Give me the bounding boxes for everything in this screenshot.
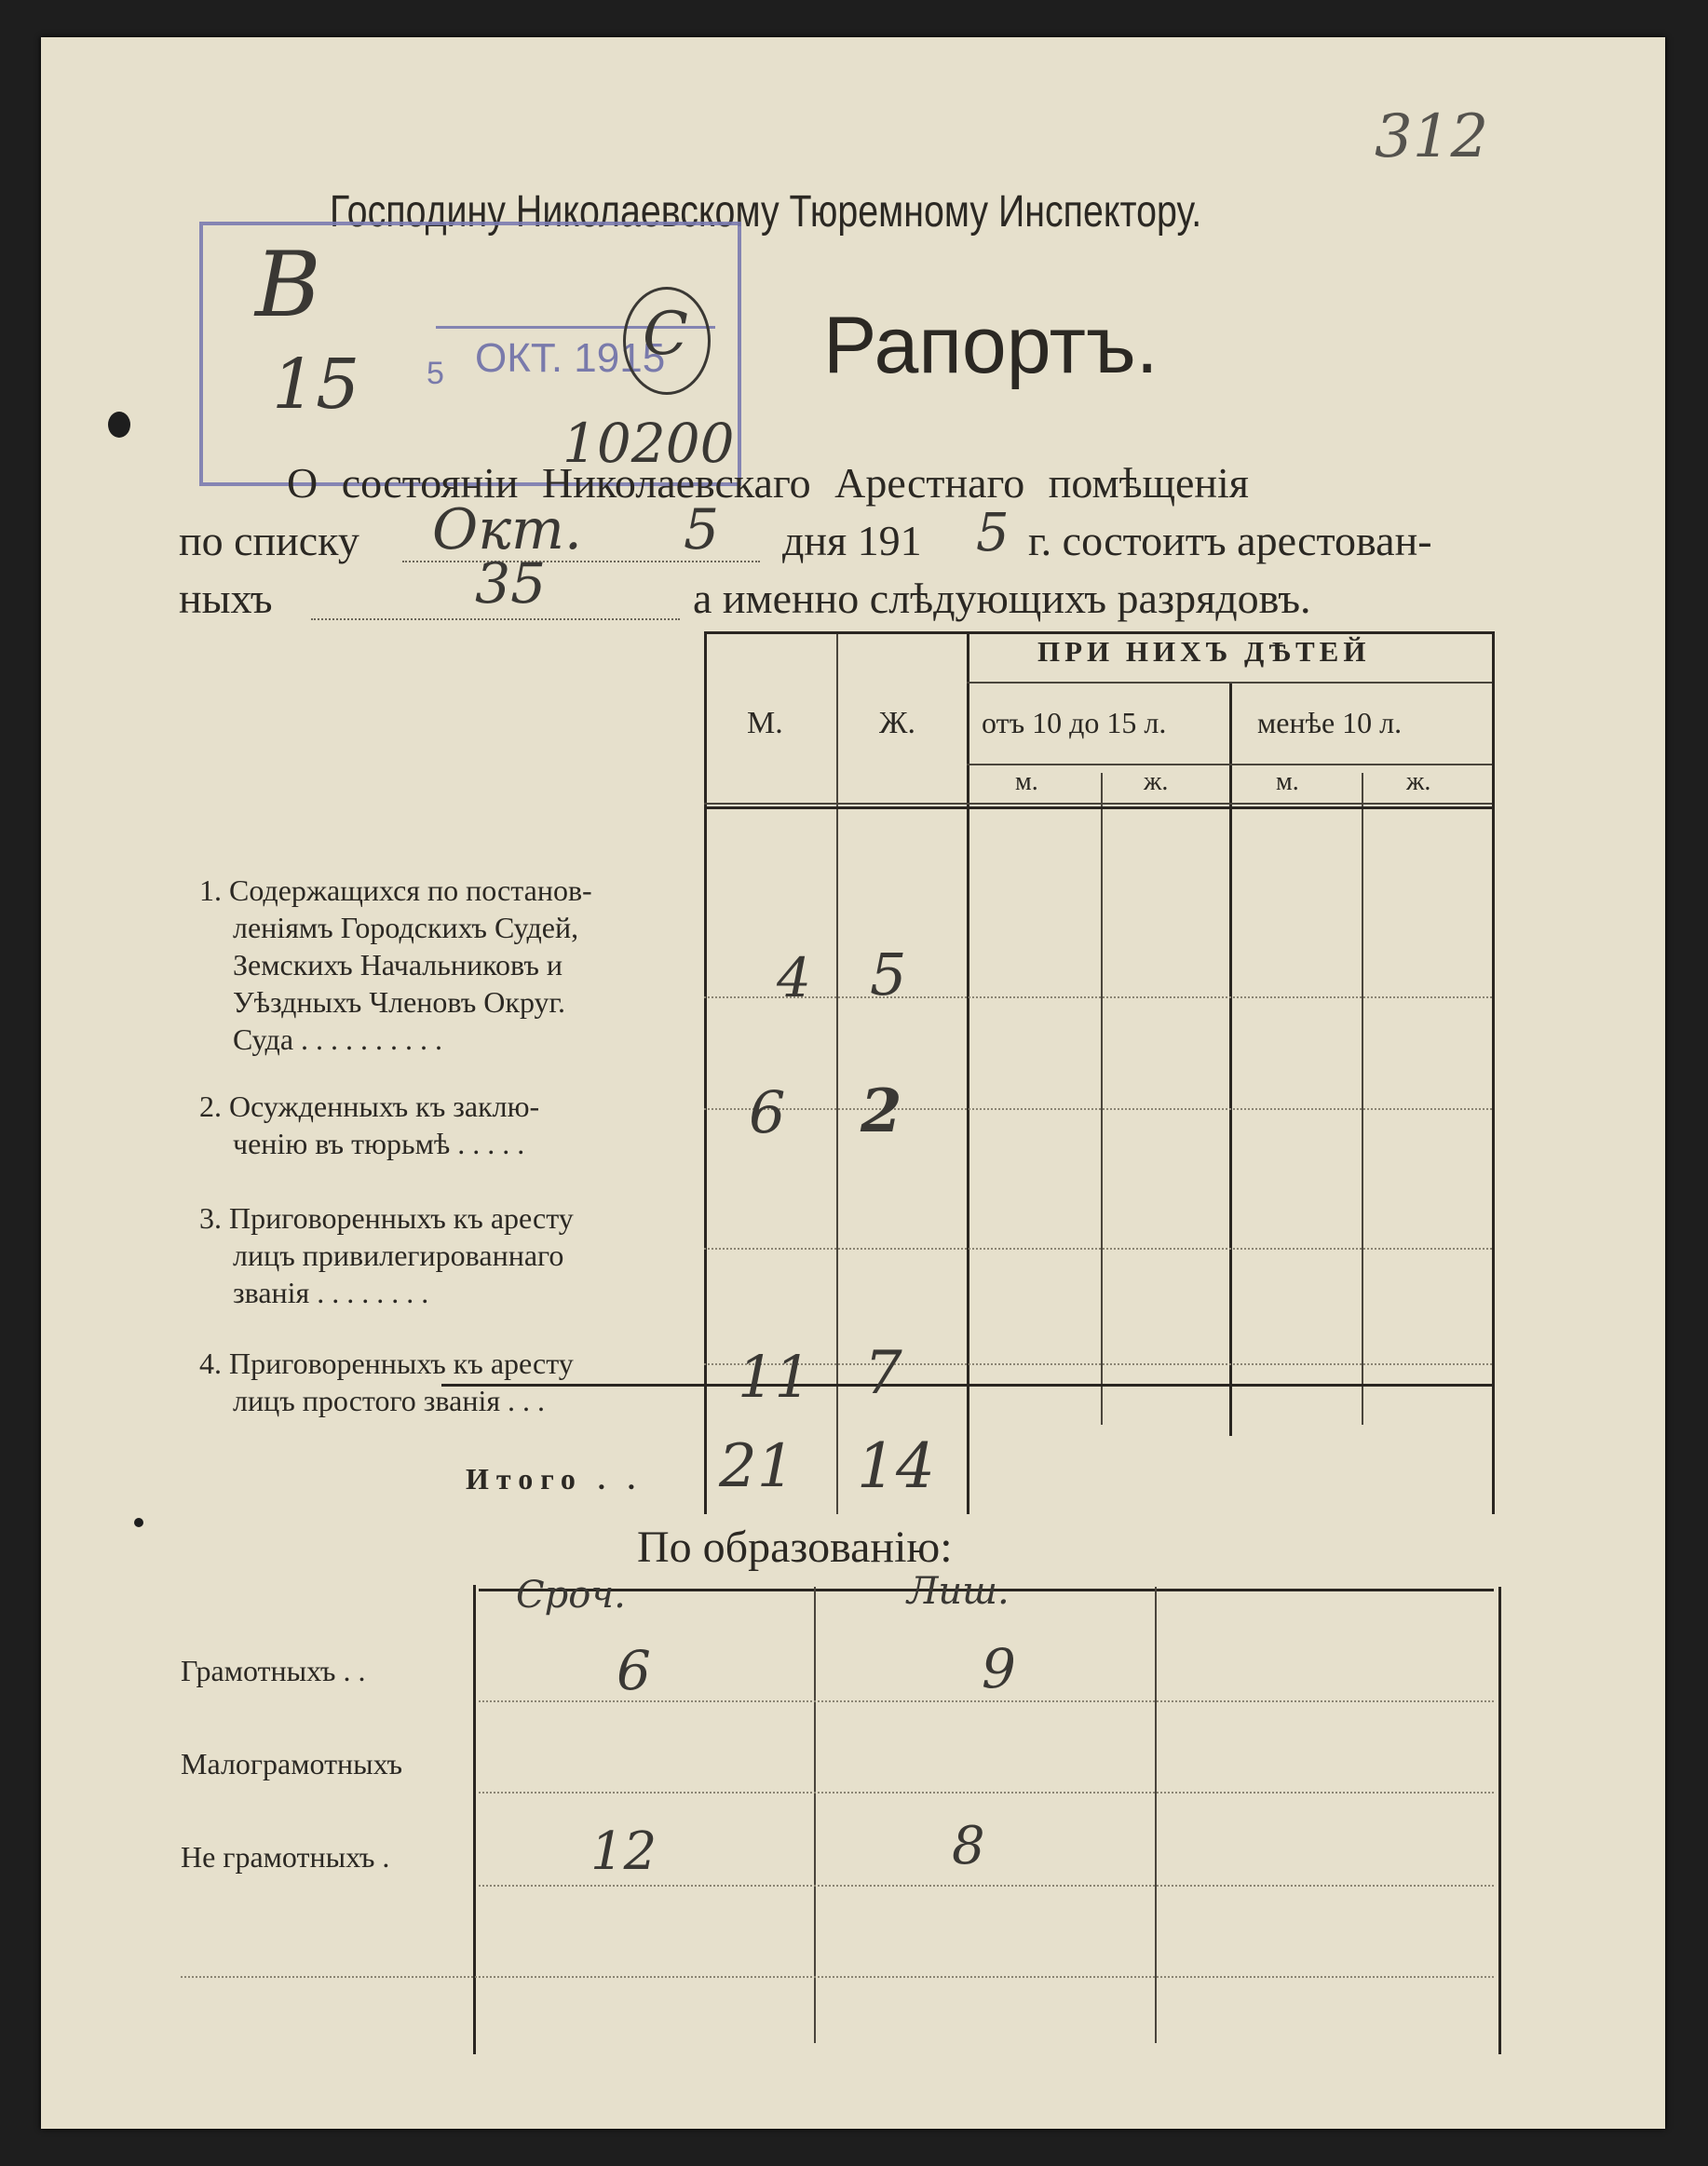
intro-line-1: О состоянiи Николаевскаго Арестнаго помѣщенiя [287, 459, 1249, 507]
document-page [41, 37, 1665, 2129]
row-label: 3. Приговоренныхъ къ аресту лицъ привилегированнаго званія . . . . . . . . [199, 1201, 574, 1309]
intro-line-3b: а именно слѣдующихъ разрядовъ. [693, 575, 1311, 622]
archive-number: 312 [1375, 102, 1489, 171]
cell-female: 7 [864, 1339, 902, 1408]
intro-line-3a: ныхъ [179, 575, 273, 622]
subheader-m1: м. [1015, 767, 1038, 796]
education-cell-1: 6 [617, 1639, 651, 1702]
handwritten-year: 5 [976, 503, 1010, 563]
cell-male: 6 [749, 1078, 786, 1146]
education-row-label: Грамотныхъ . . [181, 1654, 366, 1687]
punch-hole [108, 412, 130, 438]
education-cell-1: 12 [590, 1821, 657, 1882]
education-row-label: Не грамотныхъ . [181, 1840, 390, 1874]
cell-male: 11 [738, 1343, 811, 1411]
education-row-label: Малограмотныхъ [181, 1747, 402, 1780]
education-cell-2: 9 [982, 1637, 1016, 1700]
stamp-date: ОКТ. 1915 [475, 335, 666, 381]
punch-hole [134, 1518, 143, 1527]
header-female: Ж. [879, 706, 915, 740]
intro-line-2c: г. состоитъ арестован- [1028, 517, 1432, 564]
entry-number: 10200 [563, 412, 735, 475]
handwritten-month: Окт. [432, 497, 582, 562]
subheader-zh2: ж. [1406, 767, 1431, 796]
row-label: 4. Приговоренныхъ къ аресту лицъ простого званія . . . [199, 1347, 574, 1417]
total-label: Итого . . [466, 1462, 643, 1496]
fill-line [311, 618, 680, 620]
education-cell-2: 8 [952, 1816, 985, 1876]
stamp-letter: В [255, 233, 321, 337]
subheader-m2: м. [1276, 767, 1299, 796]
cell-female: 5 [870, 941, 907, 1009]
row-label: 2. Осужденныхъ къ заклю- ченію въ тюрьмѣ . . . . . [199, 1090, 540, 1160]
cell-female: 2 [861, 1076, 902, 1146]
header-age-under-10: менѣе 10 л. [1257, 706, 1403, 739]
cell-male: 4 [777, 946, 811, 1009]
handwritten-count: 35 [475, 551, 547, 616]
total-male: 21 [719, 1432, 795, 1501]
addressee: Господину Николаевскому Тюремному Инспектору. [330, 187, 1202, 237]
intro-line-2a: по списку [179, 517, 359, 564]
document-title: Рапортъ. [823, 301, 1159, 390]
header-children: ПРИ НИХЪ ДѢТЕЙ [1037, 635, 1371, 668]
stamp-day: 5 [427, 356, 444, 391]
stamp-circle-mark: С [643, 300, 688, 369]
education-col2-header: Лиш. [907, 1570, 1010, 1613]
intro-line-2b: дня 191 [782, 517, 922, 564]
total-female: 14 [857, 1430, 935, 1502]
row-label: 1. Содержащихся по постанов- леніямъ Городскихъ Судей, Земскихъ Начальниковъ и Уѣздныхъ Членовъ Округ. Суда . . . . . . . . . . [199, 873, 592, 1056]
header-age-10-15: отъ 10 до 15 л. [982, 706, 1167, 739]
education-col1-header: Сроч. [516, 1574, 626, 1617]
subheader-zh1: ж. [1144, 767, 1169, 796]
stamp-number-mark: 15 [272, 345, 360, 425]
handwritten-day: 5 [684, 497, 720, 562]
education-title: По образованію: [637, 1523, 953, 1572]
header-male: М. [747, 706, 783, 740]
